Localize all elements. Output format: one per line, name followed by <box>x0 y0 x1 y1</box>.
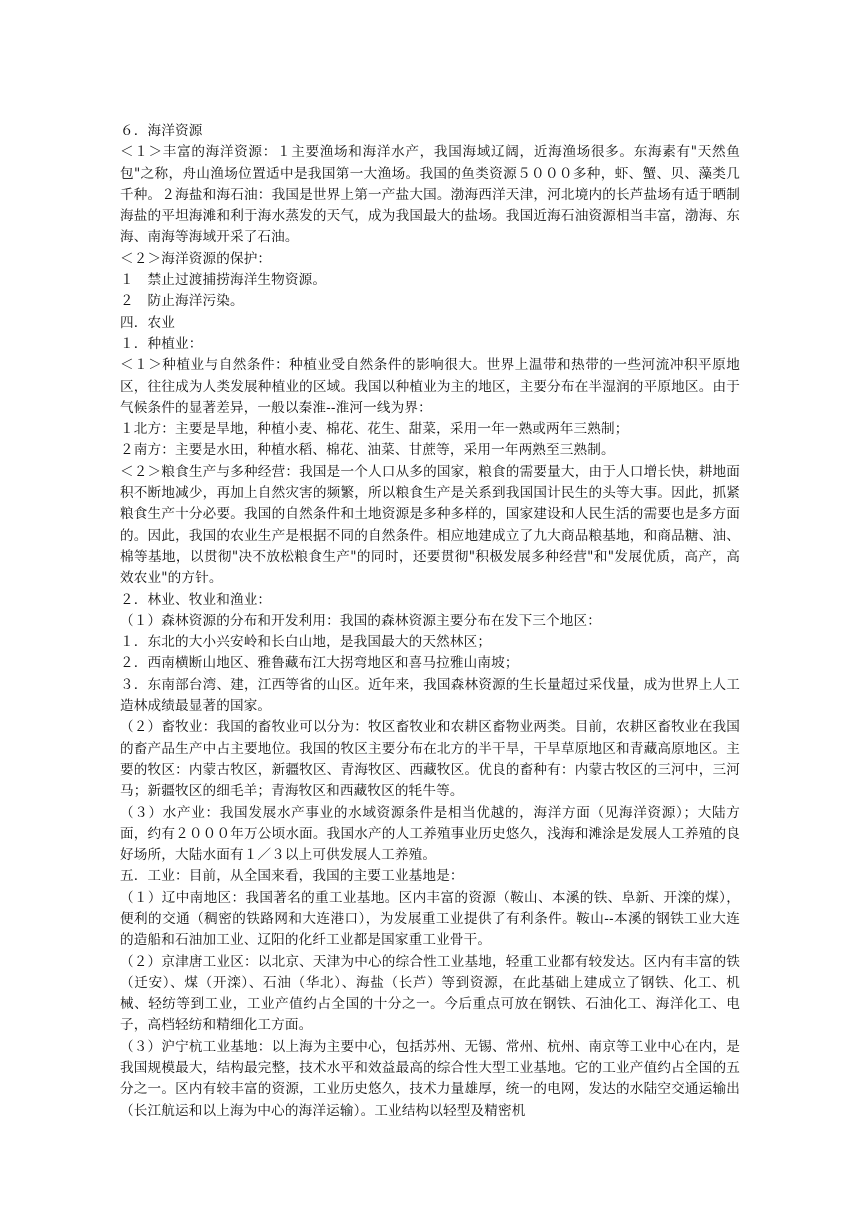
list-item-northeast-forest: １．东北的大小兴安岭和长白山地，是我国最大的天然林区； <box>120 634 492 651</box>
paragraph-aquatic-industry: （３）水产业：我国发展水产事业的水域资源条件是相当优越的，海洋方面（见海洋资源）；大陆方面，约有２０００年万公顷水面。我国水产的人工养殖事业历史悠久，浅海和滩涂是发展人工养殖的良好场所，大陆水面有１／３以上可供发展人工养殖。 <box>120 804 740 864</box>
paragraph-liaozhongnan: （１）辽中南地区：我国著名的重工业基地。区内丰富的资源（鞍山、本溪的铁、阜新、开滦的煤），便利的交通（稠密的铁路网和大连港口），为发展重工业提供了有利条件。鞍山--本溪的钢铁工业大连的造船和石油加工业、辽阳的化纤工业都是国家重工业骨干。 <box>120 889 740 949</box>
list-item-no-overfishing: １ 禁止过渡捕捞海洋生物资源。 <box>120 272 327 289</box>
list-item-southwest-forest: ２．西南横断山地区、雅鲁藏布江大拐弯地区和喜马拉雅山南坡； <box>120 655 519 672</box>
list-item-prevent-pollution: ２ 防止海洋污染。 <box>120 293 244 310</box>
list-item-southeast-forest: ３．东南部台湾、建，江西等省的山区。近年来，我国森林资源的生长量超过采伐量，成为世界上人工造林成绩最显著的国家。 <box>120 676 740 715</box>
paragraph-forest-resources: （１）森林资源的分布和开发利用：我国的森林资源主要分布在发下三个地区： <box>120 612 602 629</box>
paragraph-grain-production: ＜２＞粮食生产与多种经营：我国是一个人口从多的国家，粮食的需要量大，由于人口增长快，耕地面积不断地减少，再加上自然灾害的频繁，所以粮食生产是关系到我国国计民生的头等大事。因此，抓紧粮食生产十分必要。我国的自然条件和土地资源是多种多样的，国家建设和人民生活的需要也是多方面的。因此，我国的农业生产是根据不同的自然条件。相应地建成立了九大商品粮基地，和商品糖、油、棉等基地，以贯彻"决不放松粮食生产"的同时，还要贯彻"积极发展多种经营"和"发展优质，高产，高效农业"的方针。 <box>120 463 740 587</box>
subheading-crop-farming: １．种植业： <box>120 335 203 352</box>
paragraph-farming-natural-conditions: ＜１＞种植业与自然条件：种植业受自然条件的影响很大。世界上温带和热带的一些河流冲积平原地区，往往成为人类发展种植业的区域。我国以种植业为主的地区，主要分布在半湿润的平原地区。由于气候条件的显著差异，一般以秦淮--淮河一线为界： <box>120 357 740 416</box>
paragraph-huningHang: （３）沪宁杭工业基地：以上海为主要中心，包括苏州、无锡、常州、杭州、南京等工业中心在内，是我国规模最大，结构最完整，技术水平和效益最高的综合性大型工业基地。它的工业产值约占全国的五分之一。区内有较丰富的资源，工业历史悠久，技术力量雄厚，统一的电网，发达的水陆空交通运输出（长江航运和以上海为中心的海洋运输）。工业结构以轻型及精密机 <box>120 1038 740 1119</box>
document-body <box>120 121 740 1122</box>
section-heading-industry: 五．工业：目前，从全国来看，我国的主要工业基地是： <box>120 868 464 885</box>
list-item-south: ２南方：主要是水田，种植水稻、棉花、油菜、甘蔗等，采用一年两熟至三熟制。 <box>120 442 615 459</box>
subheading-forestry-animal-fishery: ２．林业、牧业和渔业： <box>120 591 272 608</box>
paragraph-jingjintang: （２）京津唐工业区：以北京、天津为中心的综合性工业基地，轻重工业都有较发达。区内有丰富的铁（迁安）、煤（开滦）、石油（华北）、海盐（长芦）等到资源，在此基础上建成立了钢铁、化工、机械、轻纺等到工业，工业产值约占全国的十分之一。今后重点可放在钢铁、石油化工、海洋化工、电子，高档轻纺和精细化工方面。 <box>120 953 740 1034</box>
section-heading-agriculture: 四．农业 <box>120 314 175 331</box>
paragraph-rich-ocean-resources: ＜１＞丰富的海洋资源：１主要渔场和海洋水产，我国海域辽阔，近海渔场很多。东海素有"天然鱼包"之称，舟山渔场位置适中是我国第一大渔场。我国的鱼类资源５０００多种，虾、蟹、贝、藻类几千种。２海盐和海石油：我国是世界上第一产盐大国。渤海西洋天津，河北境内的长芦盐场有适于晒制海盐的平坦海滩和利于海水蒸发的天气，成为我国最大的盐场。我国近海石油资源相当丰富，渤海、东海、南海等海域开采了石油。 <box>120 144 740 246</box>
section-heading-ocean-resources: ６．海洋资源 <box>120 123 203 139</box>
paragraph-animal-husbandry: （２）畜牧业：我国的畜牧业可以分为：牧区畜牧业和农耕区畜物业两类。目前，农耕区畜牧业在我国的畜产品生产中占主要地位。我国的牧区主要分布在北方的半干旱，干旱草原地区和青藏高原地区。主要的牧区：内蒙古牧区，新疆牧区、青海牧区、西藏牧区。优良的畜种有：内蒙古牧区的三河中，三河马；新疆牧区的细毛羊；青海牧区和西藏牧区的牦牛等。 <box>120 719 740 800</box>
list-item-north: １北方：主要是旱地，种植小麦、棉花、花生、甜菜，采用一年一熟或两年三熟制； <box>120 421 629 438</box>
subheading-ocean-protection: ＜２＞海洋资源的保护： <box>120 250 272 267</box>
